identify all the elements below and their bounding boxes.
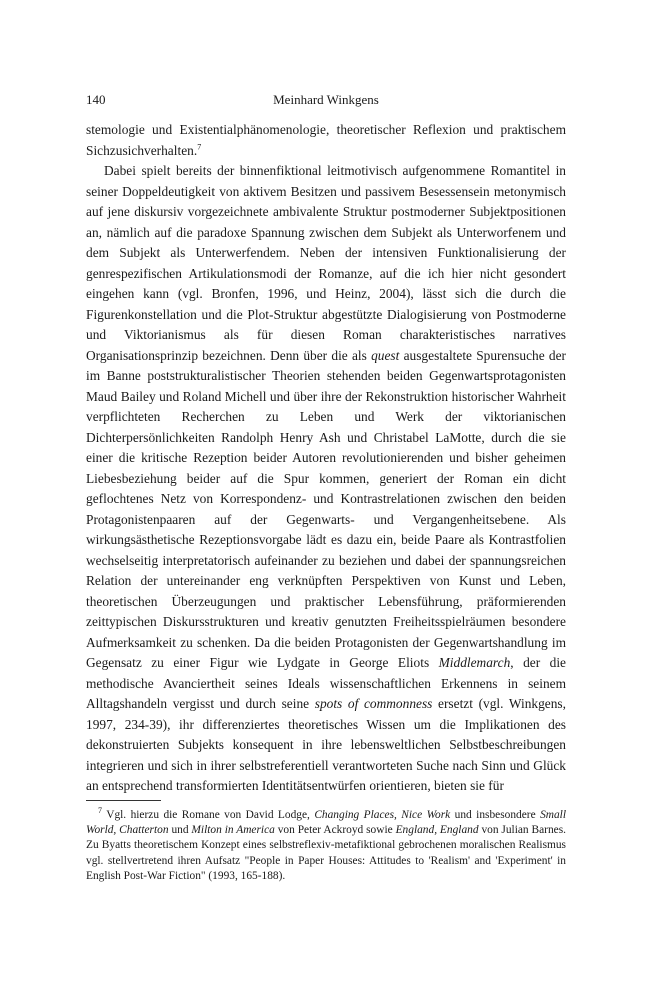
paragraph-2	[86, 161, 566, 797]
footnote-italic-2: Small World, Chatterton	[86, 809, 567, 837]
italic-spots-of-commonness: spots of commonness	[314, 696, 433, 711]
footnote-ref-7[interactable]: 7	[197, 142, 202, 152]
paragraph-2-text-2: ausgestaltete Spurensuche der im Banne poststrukturalistischer Theorien stehenden beiden Gegenwartsprotagonisten Maud Bailey und Roland Michell und über ihre der Rekonstruktion historischer Wahrheit verpflichteten Recherchen zu Leben und Werk der viktorianischen Dichterpersönlichkeiten Randolph Henry Ash und Christabel LaMotte, durch die sie einer die kritische Rezeption beider Autoren revolutionierenden und bisher geheimen Liebesbeziehung beider auf die Spur kommen, generiert der Roman ein dicht geflochtenes Netz von Korrespondenz- und Kontrastrelationen zwischen den beiden Protagonistenpaaren auf der Gegenwarts- und Vergangenheitsebene. Als wirkungsästhetische Rezeptionsvorgabe lädt es dazu ein, beide Paare als Kontrastfolien wechselseitig interpretatorisch aufeinander zu beziehen und dabei der spannungsreichen Relation der untereinander eng verknüpften Perspektiven von Kunst und Leben, theoretischen Überzeugungen und praktischer Lebensführung, präformierenden zeittypischen Diskursstrukturen und kreativ genutzten Freiheitsspielräumen besondere Aufmerksamkeit zu schenken. Da die beiden Protagonisten der Gegenwartshandlung im Gegensatz zu einer Figur wie Lydgate in George Eliots	[86, 347, 566, 670]
paragraph-2-text-4: ersetzt (vgl. Winkgens, 1997, 234-39), ihr differenziertes theoretisches Wissen um die Implikationen des dekonstruierten Subjekts konsequent in ihre lebensweltlichen Selbstbeschreibungen integrieren und sich in ihrer selbstreferentiell verantworteten Suche nach Sinn und Glück an entsprechend transformierten Identitätsentwürfen orientieren, bieten sie für	[86, 696, 566, 793]
paragraph-1	[86, 120, 566, 161]
footnote-text-5: von Julian Barnes. Zu Byatts theoretischem Konzept eines selbstreflexiv-metafiktional gebrochenen moralischen Realismus vgl. stellvertretend ihren Aufsatz "People in Paper Houses: Attitudes to 'Realism' and 'Experiment' in English Post-War Fiction" (1993, 165-188).	[86, 824, 566, 882]
paragraph-2-text-1: Dabei spielt bereits der binnenfiktional leitmotivisch aufgenommene Romantitel in seiner Doppeldeutigkeit von aktivem Besitzen und passivem Besessensein metonymisch auf jene diskursiv vorgezeichnete ambivalente Struktur postmoderner Subjektpositionen an, nämlich auf die paradoxe Spannung zwischen dem Subjekt als Unterworfenem und dem Subjekt als Unterwerfendem. Neben der intensiven Funktionalisierung der genrespezifischen Artikulationsmodi der Romanze, auf die ich hier nicht gesondert eingehen kann (vgl. Bronfen, 1996, und Heinz, 2004), lässt sich die durch die Figurenkonstellation und die Plot-Struktur abgestützte Dialogisierung von Postmoderne und Viktorianismus als für diesen Roman charakteristisches narratives Organisationsprinzip bezeichnen. Denn über die als	[86, 163, 566, 363]
footnote-7	[86, 808, 566, 884]
footnote-text-2: und insbesondere	[450, 809, 541, 821]
footnote-italic-4: England, England	[395, 824, 479, 837]
footnote-text-3: und	[168, 824, 192, 837]
italic-middlemarch: Middlemarch	[438, 655, 511, 670]
footnote-italic-1: Changing Places, Nice Work	[314, 809, 451, 821]
italic-quest: quest	[371, 347, 400, 363]
footnote-text-4: von Peter Ackroyd sowie	[274, 824, 396, 837]
footnote-mark: 7	[98, 806, 102, 816]
page-number: 140	[86, 92, 106, 107]
footnote-italic-3: Milton in America	[191, 824, 275, 837]
footnote-divider	[86, 800, 161, 801]
running-title: Meinhard Winkgens	[273, 92, 379, 107]
footnote-text-1: Vgl. hierzu die Romane von David Lodge,	[102, 809, 315, 821]
body-text	[86, 120, 566, 797]
paragraph-1-text: stemologie und Existentialphänomenologie, theoretischer Reflexion und praktischem Sichzusichverhalten.	[86, 122, 566, 158]
paragraph-2-text-3: , der die methodische Avanciertheit seines Ideals wissenschaftlichen Erkennens in seinem Alltagshandeln vergisst und durch seine	[86, 655, 567, 711]
footnote-text	[86, 808, 566, 884]
